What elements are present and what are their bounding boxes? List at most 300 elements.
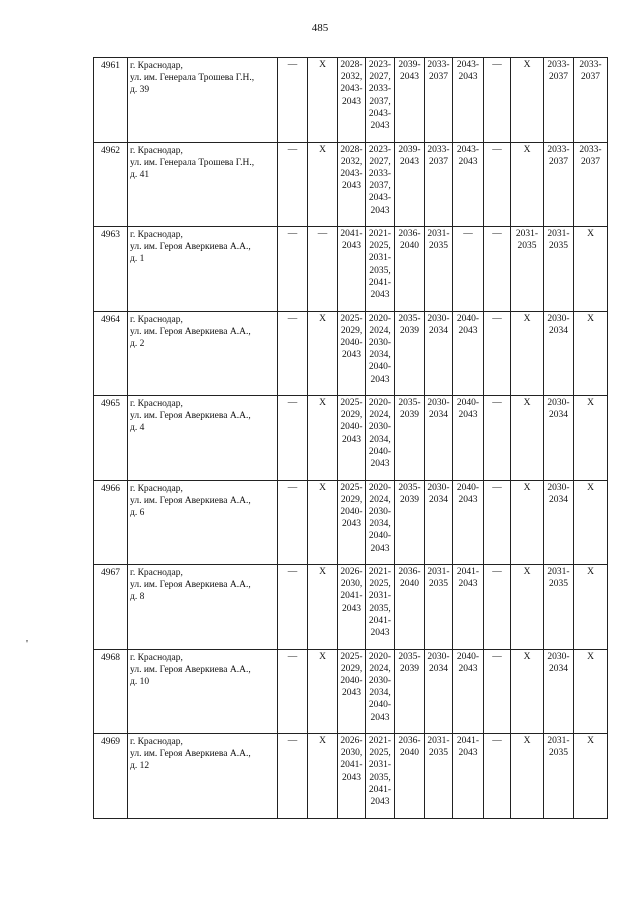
period-cell <box>574 227 608 312</box>
address-line: д. 39 <box>130 85 150 96</box>
period-line: 2040- <box>368 362 392 373</box>
period-line: 2040- <box>456 651 480 662</box>
period-line: 2041- <box>340 229 363 239</box>
period-line: 2029, <box>340 325 363 336</box>
period-line: — <box>287 567 298 577</box>
period-line: 2043 <box>342 434 361 445</box>
period-line: — <box>287 482 298 493</box>
address-line: д. 2 <box>130 338 145 349</box>
period-cell <box>511 480 544 565</box>
period-line: 2024, <box>369 410 391 421</box>
period-line: 2043- <box>368 193 392 204</box>
period-line: 2036- <box>398 229 421 239</box>
period-line: 2034, <box>369 350 391 361</box>
period-cell <box>278 565 308 650</box>
period-line: X <box>587 229 594 239</box>
period-line: — <box>317 229 328 239</box>
period-line: 2024, <box>369 494 391 505</box>
period-line: X <box>319 482 326 493</box>
period-line: 2025- <box>340 398 363 408</box>
period-line: 2040- <box>456 398 480 408</box>
period-line: 2043- <box>456 60 480 70</box>
period-cell <box>511 142 544 227</box>
period-cell <box>366 649 395 734</box>
address-line: д. 6 <box>130 507 145 518</box>
table-row <box>94 565 608 650</box>
period-cell <box>366 480 395 565</box>
period-cell <box>338 142 366 227</box>
table-body <box>94 58 608 819</box>
period-line: 2037 <box>549 156 568 167</box>
period-line: 2040- <box>340 675 363 686</box>
period-line: 2033- <box>427 144 450 155</box>
period-cell <box>308 734 338 819</box>
period-line: 2036- <box>398 567 421 577</box>
period-cell <box>484 58 511 143</box>
period-line: 2043- <box>456 144 480 155</box>
period-cell <box>278 311 308 396</box>
period-line: 2030- <box>368 422 392 433</box>
period-cell <box>338 58 366 143</box>
period-line: 2028- <box>340 60 363 70</box>
period-line: 2026- <box>340 567 363 577</box>
period-cell <box>511 734 544 819</box>
address-line: ул. им. Героя Аверкиева А.А., <box>130 326 251 337</box>
period-cell <box>574 649 608 734</box>
period-line: 2043 <box>342 350 361 361</box>
address-line: г. Краснодар, <box>130 230 183 240</box>
period-cell <box>338 311 366 396</box>
period-line: 2032, <box>340 156 363 167</box>
address-line: г. Краснодар, <box>130 145 183 156</box>
period-line: 2030- <box>368 337 392 348</box>
period-line: 2039- <box>398 60 421 70</box>
period-line: X <box>523 60 531 70</box>
period-cell <box>484 480 511 565</box>
scan-mark: ' <box>26 638 28 650</box>
period-line: 2032, <box>340 72 363 83</box>
period-line: 2039 <box>400 325 419 336</box>
period-cell <box>366 734 395 819</box>
address-cell <box>128 480 278 565</box>
address-line: д. 4 <box>130 423 145 434</box>
period-cell <box>395 311 425 396</box>
address-line: ул. им. Героя Аверкиева А.А., <box>130 749 251 760</box>
period-cell <box>425 227 453 312</box>
period-line: 2030- <box>547 313 570 324</box>
period-cell <box>308 142 338 227</box>
period-cell <box>308 58 338 143</box>
period-line: 2043 <box>370 797 390 808</box>
period-cell <box>484 311 511 396</box>
period-cell <box>425 734 453 819</box>
period-line: 2037, <box>369 96 391 107</box>
period-cell <box>366 565 395 650</box>
period-cell <box>395 649 425 734</box>
table-row <box>94 480 608 565</box>
period-line: 2031- <box>368 591 392 602</box>
table-row <box>94 142 608 227</box>
period-cell <box>544 311 574 396</box>
address-cell <box>128 311 278 396</box>
row-number: 4968 <box>94 649 128 734</box>
period-line: 2033- <box>368 84 392 95</box>
period-cell <box>544 565 574 650</box>
period-line: 2034 <box>549 494 568 505</box>
period-line: — <box>492 313 502 324</box>
period-line: 2023- <box>368 144 392 155</box>
period-cell <box>308 649 338 734</box>
period-line: 2041- <box>368 277 392 288</box>
period-line: 2039- <box>398 144 421 155</box>
period-cell <box>453 142 484 227</box>
period-line: 2043 <box>342 772 361 783</box>
period-cell <box>366 227 395 312</box>
period-line: 2039 <box>400 663 419 674</box>
period-line: 2041- <box>340 591 363 602</box>
period-line: X <box>587 651 594 662</box>
period-line: 2043 <box>370 712 390 723</box>
period-line: 2030, <box>340 579 363 590</box>
period-line: 2031- <box>547 229 570 239</box>
period-line: 2043 <box>458 494 478 505</box>
period-cell <box>278 734 308 819</box>
address-line: г. Краснодар, <box>130 568 183 578</box>
address-cell <box>128 649 278 734</box>
period-line: — <box>492 60 502 70</box>
period-line: 2020- <box>368 651 392 662</box>
period-cell <box>574 311 608 396</box>
period-line: 2030- <box>427 398 450 408</box>
period-line: 2041- <box>368 615 392 626</box>
period-line: 2034, <box>369 434 391 445</box>
period-line: 2033- <box>547 144 570 155</box>
period-cell <box>574 734 608 819</box>
period-line: 2040 <box>400 748 419 759</box>
period-cell <box>338 227 366 312</box>
period-cell <box>395 480 425 565</box>
period-line: — <box>463 229 473 239</box>
period-cell <box>453 480 484 565</box>
period-cell <box>453 649 484 734</box>
period-line: 2030- <box>368 675 392 686</box>
period-line: 2035, <box>369 772 391 783</box>
period-line: 2025, <box>369 748 391 759</box>
period-line: 2025- <box>340 313 363 324</box>
period-line: 2043- <box>340 84 363 95</box>
period-line: 2021- <box>368 229 392 239</box>
period-cell <box>574 142 608 227</box>
address-line: г. Краснодар, <box>130 314 183 325</box>
address-line: г. Краснодар, <box>130 483 183 494</box>
period-line: 2035- <box>398 398 421 408</box>
period-line: 2039 <box>400 494 419 505</box>
period-cell <box>511 311 544 396</box>
period-line: 2030- <box>547 398 570 408</box>
period-cell <box>366 311 395 396</box>
period-cell <box>308 227 338 312</box>
period-line: 2040- <box>368 531 392 542</box>
row-number: 4963 <box>94 227 128 312</box>
period-cell <box>338 565 366 650</box>
period-line: — <box>492 736 502 746</box>
period-line: X <box>319 60 326 70</box>
period-cell <box>425 396 453 481</box>
address-cell <box>128 565 278 650</box>
period-cell <box>511 227 544 312</box>
period-line: 2020- <box>368 398 392 408</box>
period-line: 2043 <box>458 156 478 167</box>
table-row <box>94 649 608 734</box>
row-number: 4967 <box>94 565 128 650</box>
period-cell <box>395 396 425 481</box>
period-cell <box>308 396 338 481</box>
period-line: 2020- <box>368 313 392 324</box>
period-cell <box>511 396 544 481</box>
period-line: 2030- <box>368 506 392 517</box>
address-line: д. 10 <box>130 676 150 687</box>
period-cell <box>544 142 574 227</box>
period-line: X <box>587 567 594 577</box>
address-line: ул. им. Героя Аверкиева А.А., <box>130 580 251 591</box>
period-line: 2033- <box>579 60 602 70</box>
period-line: 2034, <box>369 519 391 530</box>
period-line: X <box>587 398 594 408</box>
address-cell <box>128 396 278 481</box>
period-line: 2043 <box>342 603 361 614</box>
period-line: 2027, <box>369 72 391 83</box>
period-cell <box>574 396 608 481</box>
period-line: 2035 <box>549 241 568 252</box>
period-cell <box>278 142 308 227</box>
period-line: 2035 <box>549 579 568 590</box>
period-cell <box>425 565 453 650</box>
period-line: 2040 <box>400 241 419 252</box>
address-line: г. Краснодар, <box>130 399 183 409</box>
period-line: 2043 <box>458 72 478 83</box>
period-line: 2030, <box>340 748 363 759</box>
period-line: X <box>587 736 594 746</box>
period-line: 2035 <box>429 579 448 590</box>
period-cell <box>395 227 425 312</box>
period-cell <box>544 396 574 481</box>
address-line: г. Краснодар, <box>130 652 183 663</box>
period-line: 2025, <box>369 241 391 252</box>
period-line: 2040- <box>456 482 480 493</box>
period-line: X <box>523 144 531 155</box>
period-line: 2043 <box>370 205 390 216</box>
period-cell <box>338 734 366 819</box>
period-cell <box>574 480 608 565</box>
period-line: — <box>287 60 298 70</box>
period-line: 2035 <box>517 241 537 252</box>
period-line: 2043 <box>400 72 419 83</box>
table-row <box>94 58 608 143</box>
address-line: ул. им. Героя Аверкиева А.А., <box>130 664 251 675</box>
period-line: 2043 <box>342 241 361 252</box>
period-line: X <box>319 651 326 662</box>
period-line: 2030- <box>547 651 570 662</box>
period-line: 2035- <box>398 313 421 324</box>
period-line: 2031- <box>547 567 570 577</box>
period-line: 2040- <box>340 422 363 433</box>
period-line: X <box>523 482 531 493</box>
period-cell <box>395 565 425 650</box>
table-row <box>94 227 608 312</box>
period-line: 2031- <box>427 229 450 239</box>
period-line: 2041- <box>456 736 480 746</box>
period-cell <box>366 396 395 481</box>
period-cell <box>395 142 425 227</box>
period-cell <box>278 58 308 143</box>
period-line: 2035, <box>369 603 391 614</box>
period-line: — <box>492 567 502 577</box>
period-line: X <box>319 567 326 577</box>
period-line: 2040 <box>400 579 419 590</box>
period-line: 2025, <box>369 579 391 590</box>
period-line: 2043 <box>370 543 390 554</box>
period-line: — <box>287 651 298 662</box>
period-cell <box>308 565 338 650</box>
period-cell <box>511 649 544 734</box>
period-line: — <box>492 398 502 408</box>
period-cell <box>453 227 484 312</box>
period-cell <box>574 565 608 650</box>
period-cell <box>278 396 308 481</box>
period-line: 2034, <box>369 688 391 699</box>
period-line: X <box>587 313 594 324</box>
period-line: 2040- <box>368 446 392 457</box>
period-line: 2034 <box>549 325 568 336</box>
period-line: 2033- <box>368 168 392 179</box>
period-line: 2043- <box>340 168 363 179</box>
period-cell <box>278 649 308 734</box>
period-cell <box>484 649 511 734</box>
period-line: — <box>492 482 502 493</box>
period-line: X <box>587 482 594 493</box>
row-number: 4962 <box>94 142 128 227</box>
period-line: 2029, <box>340 494 363 505</box>
period-line: X <box>523 398 531 408</box>
period-line: 2043 <box>342 519 361 530</box>
period-line: 2024, <box>369 663 391 674</box>
period-line: 2043 <box>370 290 390 301</box>
period-line: 2035- <box>398 482 421 493</box>
table-row <box>94 734 608 819</box>
period-line: 2040- <box>340 506 363 517</box>
document-table <box>93 57 608 819</box>
period-line: 2041- <box>456 567 480 577</box>
period-line: 2034 <box>429 325 448 336</box>
period-line: 2025- <box>340 482 363 493</box>
period-line: 2033- <box>547 60 570 70</box>
table-row <box>94 396 608 481</box>
period-line: 2041- <box>340 760 363 771</box>
period-cell <box>484 227 511 312</box>
period-line: 2030- <box>427 482 450 493</box>
period-line: 2040- <box>456 313 480 324</box>
address-line: ул. им. Генерала Трошева Г.Н., <box>130 73 255 84</box>
period-line: 2037 <box>549 72 568 83</box>
address-cell <box>128 142 278 227</box>
row-number: 4965 <box>94 396 128 481</box>
address-line: д. 12 <box>130 761 150 772</box>
period-cell <box>366 142 395 227</box>
period-cell <box>484 142 511 227</box>
period-line: 2031- <box>427 567 450 577</box>
period-cell <box>574 58 608 143</box>
period-cell <box>308 480 338 565</box>
period-cell <box>511 58 544 143</box>
period-line: 2031- <box>368 760 392 771</box>
period-line: 2028- <box>340 144 363 155</box>
period-line: 2030- <box>427 313 450 324</box>
period-line: 2031- <box>515 229 539 239</box>
period-line: 2033- <box>427 60 450 70</box>
address-line: ул. им. Героя Аверкиева А.А., <box>130 242 251 253</box>
period-cell <box>425 142 453 227</box>
period-line: 2039 <box>400 410 419 421</box>
period-cell <box>278 480 308 565</box>
period-line: — <box>287 736 298 746</box>
period-line: 2034 <box>429 494 448 505</box>
address-line: д. 8 <box>130 592 145 603</box>
period-line: — <box>287 144 298 155</box>
period-cell <box>544 58 574 143</box>
period-cell <box>338 649 366 734</box>
period-line: 2029, <box>340 663 363 674</box>
period-line: 2034 <box>549 663 568 674</box>
period-cell <box>511 565 544 650</box>
period-cell <box>395 734 425 819</box>
period-line: 2043 <box>370 121 390 132</box>
period-line: X <box>319 736 326 746</box>
address-line: д. 41 <box>130 169 150 180</box>
period-line: 2034 <box>429 410 448 421</box>
period-line: 2035- <box>398 651 421 662</box>
period-line: 2043 <box>370 374 390 385</box>
period-line: 2020- <box>368 482 392 493</box>
row-number: 4964 <box>94 311 128 396</box>
period-line: 2043 <box>458 325 478 336</box>
address-line: г. Краснодар, <box>130 737 183 747</box>
period-line: — <box>287 398 298 408</box>
period-cell <box>395 58 425 143</box>
period-line: 2037, <box>369 181 391 192</box>
period-line: — <box>287 229 298 239</box>
period-cell <box>484 396 511 481</box>
address-cell <box>128 58 278 143</box>
period-cell <box>308 311 338 396</box>
period-line: 2036- <box>398 736 421 746</box>
period-line: 2043 <box>458 663 478 674</box>
address-line: г. Краснодар, <box>130 61 183 71</box>
period-cell <box>453 58 484 143</box>
period-line: 2031- <box>368 253 392 264</box>
address-line: ул. им. Героя Аверкиева А.А., <box>130 411 251 422</box>
period-cell <box>544 480 574 565</box>
period-cell <box>453 734 484 819</box>
page-number: 485 <box>311 22 329 34</box>
period-line: 2033- <box>579 144 602 155</box>
period-line: 2043 <box>370 459 390 470</box>
period-line: 2030- <box>427 651 450 662</box>
period-line: 2034 <box>429 663 448 674</box>
period-cell <box>453 396 484 481</box>
address-line: ул. им. Генерала Трошева Г.Н., <box>130 157 255 168</box>
period-cell <box>484 734 511 819</box>
period-cell <box>338 396 366 481</box>
